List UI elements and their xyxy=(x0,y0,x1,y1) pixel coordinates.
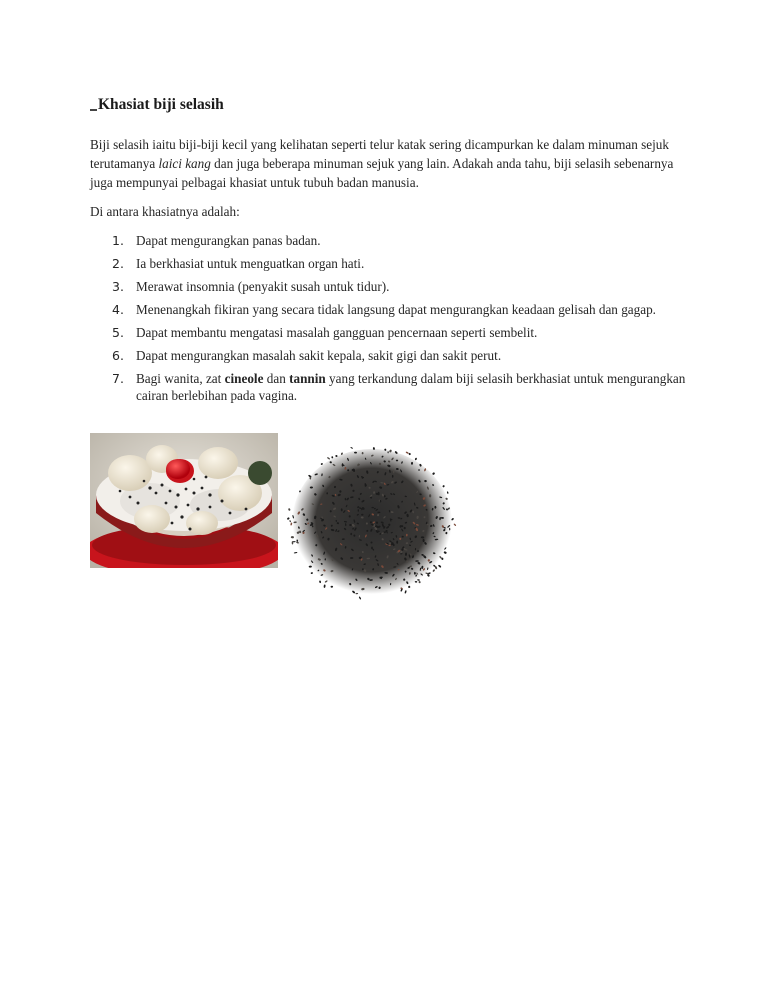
list-text: Ia berkhasiat untuk menguatkan organ hati. xyxy=(136,256,365,271)
item7-text-pre: Bagi wanita, zat xyxy=(136,371,225,386)
list-item xyxy=(90,278,690,295)
seed-speck xyxy=(438,564,442,568)
seed-speck xyxy=(361,514,363,516)
list-text: Dapat membantu mengatasi masalah gangguan pencernaan seperti sembelit. xyxy=(136,325,538,340)
seed-speck xyxy=(288,508,291,511)
item7-text-post: yang terkandung dalam biji selasih berkhasiat untuk mengurangkan cairan berlebihan pada vagina. xyxy=(136,371,686,403)
benefits-list xyxy=(90,232,690,410)
item7-text-mid: dan xyxy=(263,371,290,386)
list-text: Merawat insomnia (penyakit susah untuk tidur). xyxy=(136,279,390,294)
seed-speck xyxy=(350,447,353,449)
seed-speck xyxy=(349,515,351,517)
seed-speck xyxy=(404,590,406,594)
list-text: Dapat mengurangkan panas badan. xyxy=(136,233,321,248)
list-number: 4. xyxy=(112,302,124,317)
seed-speck xyxy=(408,453,411,456)
seed-speck xyxy=(447,491,449,494)
item7-bold-cineole: cineole xyxy=(224,371,264,386)
intro-italic-term: laici kang xyxy=(158,156,211,171)
seed-speck xyxy=(287,517,290,520)
intro-paragraph xyxy=(90,135,690,192)
dessert-bowl-image xyxy=(90,433,278,568)
anchor-marker-icon xyxy=(90,105,97,111)
list-number: 7. xyxy=(112,371,124,386)
seed-speck xyxy=(453,523,456,526)
seed-speck xyxy=(289,520,291,523)
list-number: 6. xyxy=(112,348,124,363)
list-number: 3. xyxy=(112,279,124,294)
seed-speck xyxy=(359,596,362,599)
list-item xyxy=(90,255,690,272)
seed-speck xyxy=(294,552,298,554)
dessert-bowl-icon xyxy=(90,433,278,568)
basil-seeds-icon xyxy=(285,437,460,615)
list-item xyxy=(90,301,690,318)
seed-speck xyxy=(371,507,374,508)
list-item xyxy=(90,370,690,404)
seed-speck xyxy=(396,541,398,544)
basil-seeds-image xyxy=(285,437,460,615)
seed-speck xyxy=(442,485,445,488)
list-number: 5. xyxy=(112,325,124,340)
list-text xyxy=(136,370,690,404)
intro-text-1: Biji selasih iaitu biji-biji kecil yang kelihatan seperti telur katak sering dicampurkan ke dalam minuman sejuk terutamanya xyxy=(90,137,669,171)
heading-text: Khasiat biji selasih xyxy=(98,96,224,113)
seed-speck xyxy=(327,457,331,460)
lead-paragraph: Di antara khasiatnya adalah: xyxy=(90,204,240,219)
intro-text-2: dan juga beberapa minuman sejuk yang lain. Adakah anda tahu, biji selasih sebenarnya juga mempunyai pelbagai khasiat untuk tubuh badan manusia. xyxy=(90,156,674,190)
list-item xyxy=(90,324,690,341)
list-text: Dapat mengurangkan masalah sakit kepala, sakit gigi dan sakit perut. xyxy=(136,348,502,363)
list-number: 1. xyxy=(112,233,124,248)
document-heading xyxy=(90,96,224,114)
seed-speck xyxy=(405,451,409,454)
item7-bold-tannin: tannin xyxy=(289,371,326,386)
list-number: 2. xyxy=(112,256,124,271)
seed-speck xyxy=(388,451,389,453)
seed-speck xyxy=(415,457,418,460)
list-item xyxy=(90,232,690,249)
seed-speck xyxy=(323,584,325,588)
seed-speck xyxy=(392,475,394,478)
seed-speck xyxy=(331,456,333,459)
seed-speck xyxy=(319,580,321,583)
list-text: Menenangkah fikiran yang secara tidak langsung dapat mengurangkan keadaan gelisah dan gagap. xyxy=(136,302,656,317)
list-item xyxy=(90,347,690,364)
